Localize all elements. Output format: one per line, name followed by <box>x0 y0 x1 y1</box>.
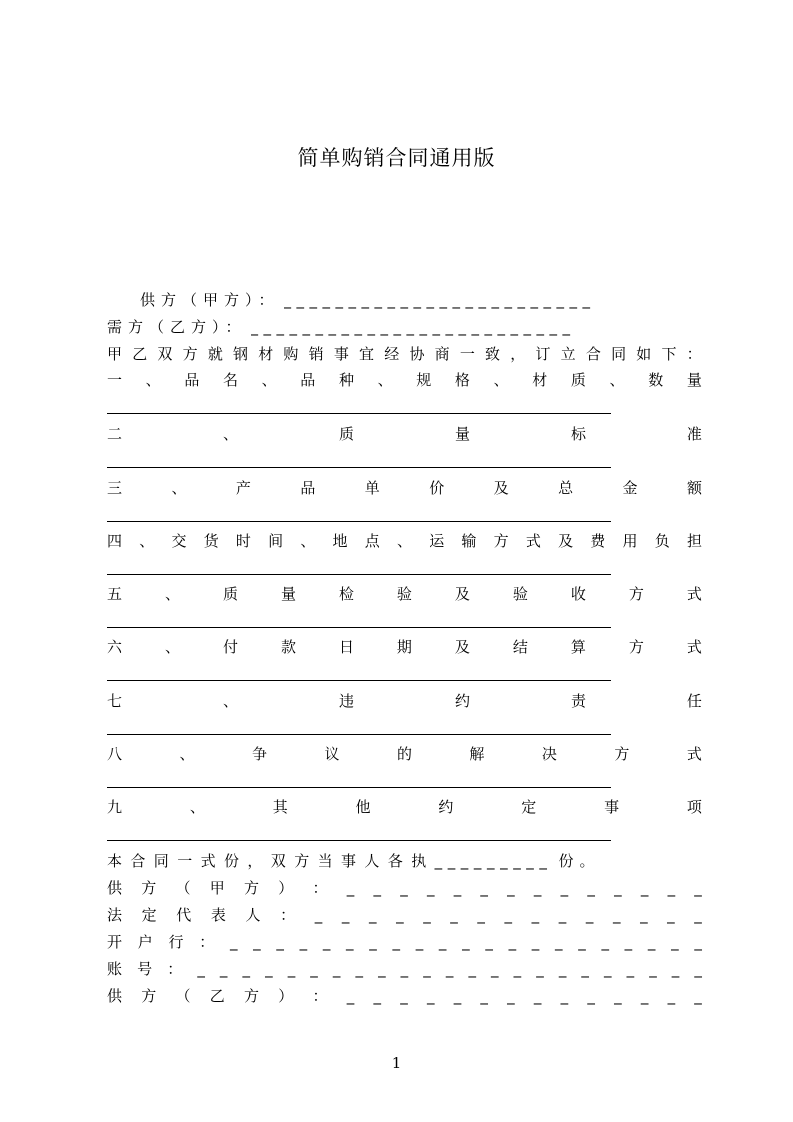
text-glyph: 验 <box>396 585 412 603</box>
section-6-rule <box>107 680 611 681</box>
text-glyph: _ <box>558 906 567 924</box>
text-glyph: 规 <box>416 371 432 389</box>
buyer-b-line <box>107 314 702 340</box>
text-glyph: _ <box>423 960 431 978</box>
text-glyph: 算 <box>570 638 586 656</box>
text-glyph: 、 <box>609 371 625 389</box>
text-glyph: 品 <box>300 479 316 497</box>
text-glyph: _ <box>578 933 586 951</box>
text-glyph: 方 <box>141 879 157 897</box>
text-glyph: 标 <box>570 425 586 443</box>
text-glyph: 一 <box>459 345 475 363</box>
text-glyph: 结 <box>512 638 528 656</box>
text-glyph: （ <box>175 879 191 897</box>
text-glyph: 项 <box>686 798 702 816</box>
supplier-a-label: 供方（甲方）： <box>140 291 280 309</box>
text-glyph: 九 <box>107 798 123 816</box>
text-glyph: 如 <box>636 345 652 363</box>
text-glyph: 责 <box>570 692 586 710</box>
text-glyph: 其 <box>272 798 288 816</box>
text-glyph: _ <box>560 879 569 897</box>
text-glyph: 销 <box>308 345 324 363</box>
text-glyph: 间 <box>268 532 284 550</box>
text-glyph: 验 <box>512 585 528 603</box>
section-2-rule <box>107 467 611 468</box>
text-glyph: _ <box>513 960 522 978</box>
text-glyph: 商 <box>434 345 450 363</box>
page-number: 1 <box>391 1054 402 1072</box>
text-glyph: 经 <box>384 345 400 363</box>
text-glyph: 、 <box>396 532 412 550</box>
text-glyph: _ <box>341 906 350 924</box>
text-glyph: 争 <box>251 745 267 763</box>
text-glyph: 合 <box>585 345 601 363</box>
text-glyph: _ <box>346 879 355 897</box>
text-glyph: 宜 <box>359 345 375 363</box>
text-glyph: 、 <box>145 371 161 389</box>
text-glyph: 格 <box>454 371 470 389</box>
text-glyph: 甲 <box>107 345 123 363</box>
text-glyph: 约 <box>438 798 454 816</box>
text-glyph: 下 <box>661 345 677 363</box>
text-glyph: 、 <box>139 532 155 550</box>
section-5-heading <box>107 581 702 607</box>
text-glyph: 解 <box>469 745 485 763</box>
text-glyph: 任 <box>686 692 702 710</box>
text-glyph: 钢 <box>233 345 249 363</box>
text-glyph: _ <box>346 933 354 951</box>
text-glyph: _ <box>423 906 431 924</box>
text-glyph: 单 <box>364 479 380 497</box>
text-glyph: 产 <box>235 479 251 497</box>
text-glyph: 乙 <box>132 345 148 363</box>
text-glyph: ： <box>686 345 702 363</box>
text-glyph: ： <box>312 879 328 897</box>
section-3-rule <box>107 521 611 522</box>
text-glyph: _ <box>332 960 341 978</box>
text-glyph: 用 <box>622 532 638 550</box>
section-1-heading <box>107 367 702 393</box>
text-glyph: 方 <box>182 345 198 363</box>
text-glyph: 及 <box>558 532 574 550</box>
text-glyph: _ <box>242 960 251 978</box>
text-glyph: 甲 <box>209 879 225 897</box>
text-glyph: 、 <box>179 745 195 763</box>
text-glyph: 品 <box>184 371 200 389</box>
text-glyph: 、 <box>377 371 393 389</box>
text-glyph: _ <box>667 906 675 924</box>
text-glyph: _ <box>533 879 542 897</box>
text-glyph: 八 <box>107 745 123 763</box>
text-glyph: _ <box>400 987 408 1005</box>
section-8-rule <box>107 787 611 788</box>
text-glyph: 定 <box>141 906 157 924</box>
text-glyph: 六 <box>107 638 123 656</box>
text-glyph: 式 <box>686 585 702 603</box>
text-glyph: 订 <box>535 345 551 363</box>
text-glyph: _ <box>585 906 594 924</box>
text-glyph: 、 <box>171 479 187 497</box>
text-glyph: _ <box>614 987 622 1005</box>
text-glyph: _ <box>450 906 458 924</box>
text-glyph: 日 <box>338 638 354 656</box>
text-glyph: 、 <box>222 692 238 710</box>
text-glyph: _ <box>453 987 462 1005</box>
text-glyph: 式 <box>525 532 541 550</box>
text-glyph: _ <box>265 960 273 978</box>
text-glyph: 输 <box>461 532 477 550</box>
text-glyph: 质 <box>338 425 354 443</box>
buyer-b-label: 需方（乙方）： <box>107 318 247 336</box>
text-glyph: 乙 <box>209 987 225 1005</box>
text-glyph: 总 <box>558 479 574 497</box>
section-4-rule <box>107 574 611 575</box>
text-glyph: _ <box>197 960 205 978</box>
text-glyph: 户 <box>137 933 153 951</box>
text-glyph: （ <box>175 987 191 1005</box>
text-glyph: 决 <box>541 745 557 763</box>
signature-bank <box>107 929 702 955</box>
text-glyph: _ <box>314 906 323 924</box>
text-glyph: _ <box>531 933 540 951</box>
section-1-rule <box>107 413 611 414</box>
signature-supplier-a <box>107 875 702 901</box>
text-glyph: 四 <box>107 532 123 550</box>
supplier-a-blank: ________________________ <box>283 291 596 309</box>
text-glyph: _ <box>508 933 517 951</box>
text-glyph: 量 <box>280 585 296 603</box>
text-glyph: 方 <box>244 879 260 897</box>
text-glyph: 担 <box>686 532 702 550</box>
text-glyph: _ <box>667 987 676 1005</box>
text-glyph: ： <box>312 987 328 1005</box>
text-glyph: 购 <box>283 345 299 363</box>
section-9-heading <box>107 794 702 820</box>
text-glyph: 额 <box>686 479 702 497</box>
copies-blank: _________ <box>434 852 553 870</box>
text-glyph: 他 <box>355 798 371 816</box>
text-glyph: _ <box>581 960 589 978</box>
text-glyph: _ <box>392 933 400 951</box>
text-glyph: 材 <box>258 345 274 363</box>
text-glyph: 数 <box>648 371 664 389</box>
section-7-heading <box>107 688 702 714</box>
text-glyph: _ <box>462 933 470 951</box>
text-glyph: 量 <box>454 425 470 443</box>
text-glyph: _ <box>400 879 408 897</box>
text-glyph: 、 <box>493 371 509 389</box>
text-glyph: _ <box>587 987 595 1005</box>
copies-text: 本合同一式份，双方当事人各执 <box>107 852 435 870</box>
text-glyph: _ <box>667 879 676 897</box>
text-glyph: 事 <box>604 798 620 816</box>
text-glyph: 负 <box>654 532 670 550</box>
text-glyph: 、 <box>164 585 180 603</box>
text-glyph: 一 <box>107 371 123 389</box>
text-glyph: 双 <box>157 345 173 363</box>
signature-supplier-b <box>107 983 702 1009</box>
text-glyph: 点 <box>364 532 380 550</box>
text-glyph: _ <box>507 987 515 1005</box>
text-glyph: _ <box>671 933 679 951</box>
text-glyph: 三 <box>107 479 123 497</box>
text-glyph: _ <box>368 906 377 924</box>
text-glyph: 品 <box>300 371 316 389</box>
text-glyph: _ <box>299 933 308 951</box>
text-glyph: _ <box>601 933 609 951</box>
agreement-line <box>107 341 702 367</box>
text-glyph: _ <box>426 987 435 1005</box>
text-glyph: 方 <box>628 638 644 656</box>
text-glyph: 五 <box>107 585 123 603</box>
text-glyph: _ <box>373 879 381 897</box>
text-glyph: _ <box>507 879 515 897</box>
text-glyph: 材 <box>532 371 548 389</box>
text-glyph: 表 <box>210 906 226 924</box>
text-glyph: 人 <box>245 906 261 924</box>
text-glyph: _ <box>640 879 649 897</box>
text-glyph: _ <box>369 933 377 951</box>
text-glyph: _ <box>694 906 702 924</box>
text-glyph: 、 <box>222 425 238 443</box>
text-glyph: 供 <box>107 879 123 897</box>
text-glyph: 协 <box>409 345 425 363</box>
text-glyph: 议 <box>324 745 340 763</box>
text-glyph: _ <box>694 879 702 897</box>
section-8-heading <box>107 741 702 767</box>
text-glyph: ） <box>278 879 294 897</box>
supplier-a-line <box>107 287 702 313</box>
buyer-b-blank: _________________________ <box>250 318 576 336</box>
text-glyph: 费 <box>590 532 606 550</box>
section-7-rule <box>107 734 611 735</box>
text-glyph: 的 <box>396 745 412 763</box>
text-glyph: _ <box>438 933 447 951</box>
text-glyph: 违 <box>338 692 354 710</box>
text-glyph: 开 <box>107 933 123 951</box>
text-glyph: 及 <box>454 585 470 603</box>
section-4-heading <box>107 528 702 554</box>
text-glyph: _ <box>694 933 702 951</box>
text-glyph: _ <box>310 960 318 978</box>
text-glyph: _ <box>355 960 363 978</box>
text-glyph: _ <box>276 933 284 951</box>
text-glyph: 时 <box>235 532 251 550</box>
text-glyph: 质 <box>570 371 586 389</box>
text-glyph: _ <box>453 879 462 897</box>
text-glyph: 检 <box>338 585 354 603</box>
text-glyph: 金 <box>622 479 638 497</box>
section-2-heading <box>107 421 702 447</box>
text-glyph: _ <box>694 987 702 1005</box>
text-glyph: 交 <box>171 532 187 550</box>
text-glyph: 同 <box>611 345 627 363</box>
text-glyph: _ <box>396 906 404 924</box>
text-glyph: 法 <box>107 906 123 924</box>
text-glyph: _ <box>491 960 499 978</box>
text-glyph: 二 <box>107 425 123 443</box>
text-glyph: 、 <box>300 532 316 550</box>
text-glyph: 准 <box>686 425 702 443</box>
text-glyph: _ <box>612 906 621 924</box>
text-glyph: 行 <box>168 933 184 951</box>
signature-account <box>107 956 702 982</box>
section-9-rule <box>107 840 611 841</box>
text-glyph: _ <box>694 960 702 978</box>
text-glyph: _ <box>614 879 622 897</box>
text-glyph: _ <box>640 906 648 924</box>
text-glyph: _ <box>647 933 656 951</box>
text-glyph: 及 <box>454 638 470 656</box>
text-glyph: ： <box>167 960 183 978</box>
text-glyph: _ <box>533 987 542 1005</box>
text-glyph: 方 <box>628 585 644 603</box>
text-glyph: _ <box>322 933 331 951</box>
text-glyph: _ <box>485 933 493 951</box>
text-glyph: 质 <box>222 585 238 603</box>
text-glyph: 货 <box>203 532 219 550</box>
text-glyph: 式 <box>686 745 702 763</box>
text-glyph: 地 <box>332 532 348 550</box>
text-glyph: 七 <box>107 692 123 710</box>
text-glyph: _ <box>426 879 435 897</box>
text-glyph: _ <box>373 987 381 1005</box>
text-glyph: 式 <box>686 638 702 656</box>
text-glyph: 约 <box>454 692 470 710</box>
text-glyph: _ <box>229 933 238 951</box>
text-glyph: 方 <box>493 532 509 550</box>
copies-line <box>107 848 702 874</box>
text-glyph: 号 <box>137 960 153 978</box>
section-6-heading <box>107 634 702 660</box>
text-glyph: 代 <box>176 906 192 924</box>
text-glyph: _ <box>400 960 409 978</box>
text-glyph: _ <box>445 960 454 978</box>
text-glyph: _ <box>287 960 296 978</box>
text-glyph: _ <box>626 960 635 978</box>
text-glyph: 期 <box>396 638 412 656</box>
text-glyph: 、 <box>261 371 277 389</box>
text-glyph: 、 <box>189 798 205 816</box>
text-glyph: 定 <box>521 798 537 816</box>
text-glyph: 立 <box>560 345 576 363</box>
text-glyph: _ <box>624 933 633 951</box>
text-glyph: _ <box>671 960 680 978</box>
text-glyph: 方 <box>244 987 260 1005</box>
section-3-heading <box>107 475 702 501</box>
text-glyph: 种 <box>338 371 354 389</box>
text-glyph: _ <box>531 906 540 924</box>
signature-legal-representative <box>107 902 702 928</box>
text-glyph: _ <box>536 960 544 978</box>
text-glyph: _ <box>480 879 488 897</box>
text-glyph: _ <box>346 987 355 1005</box>
text-glyph: 致 <box>485 345 501 363</box>
text-glyph: 供 <box>107 987 123 1005</box>
text-glyph: 方 <box>614 745 630 763</box>
text-glyph: _ <box>378 960 386 978</box>
text-glyph: ） <box>278 987 294 1005</box>
text-glyph: ： <box>280 906 296 924</box>
text-glyph: 账 <box>107 960 123 978</box>
text-glyph: _ <box>253 933 261 951</box>
text-glyph: 名 <box>222 371 238 389</box>
text-glyph: _ <box>468 960 476 978</box>
text-glyph: _ <box>558 960 567 978</box>
text-glyph: _ <box>477 906 485 924</box>
text-glyph: _ <box>504 906 513 924</box>
copies-suffix: 份。 <box>558 852 601 870</box>
text-glyph: 、 <box>164 638 180 656</box>
text-glyph: 价 <box>429 479 445 497</box>
text-glyph: 付 <box>222 638 238 656</box>
page-title: 简单购销合同通用版 <box>297 146 496 170</box>
text-glyph: 收 <box>570 585 586 603</box>
text-glyph: 方 <box>141 987 157 1005</box>
text-glyph: _ <box>555 933 563 951</box>
text-glyph: _ <box>415 933 424 951</box>
text-glyph: ， <box>510 345 526 363</box>
text-glyph: _ <box>480 987 488 1005</box>
text-glyph: _ <box>560 987 569 1005</box>
text-glyph: 事 <box>333 345 349 363</box>
text-glyph: 款 <box>280 638 296 656</box>
text-glyph: 运 <box>429 532 445 550</box>
text-glyph: 量 <box>686 371 702 389</box>
section-5-rule <box>107 627 611 628</box>
text-glyph: _ <box>219 960 228 978</box>
text-glyph: 就 <box>207 345 223 363</box>
text-glyph: 及 <box>493 479 509 497</box>
text-glyph: _ <box>587 879 595 897</box>
text-glyph: _ <box>640 987 649 1005</box>
text-glyph: _ <box>604 960 612 978</box>
text-glyph: _ <box>649 960 657 978</box>
text-glyph: ： <box>199 933 215 951</box>
